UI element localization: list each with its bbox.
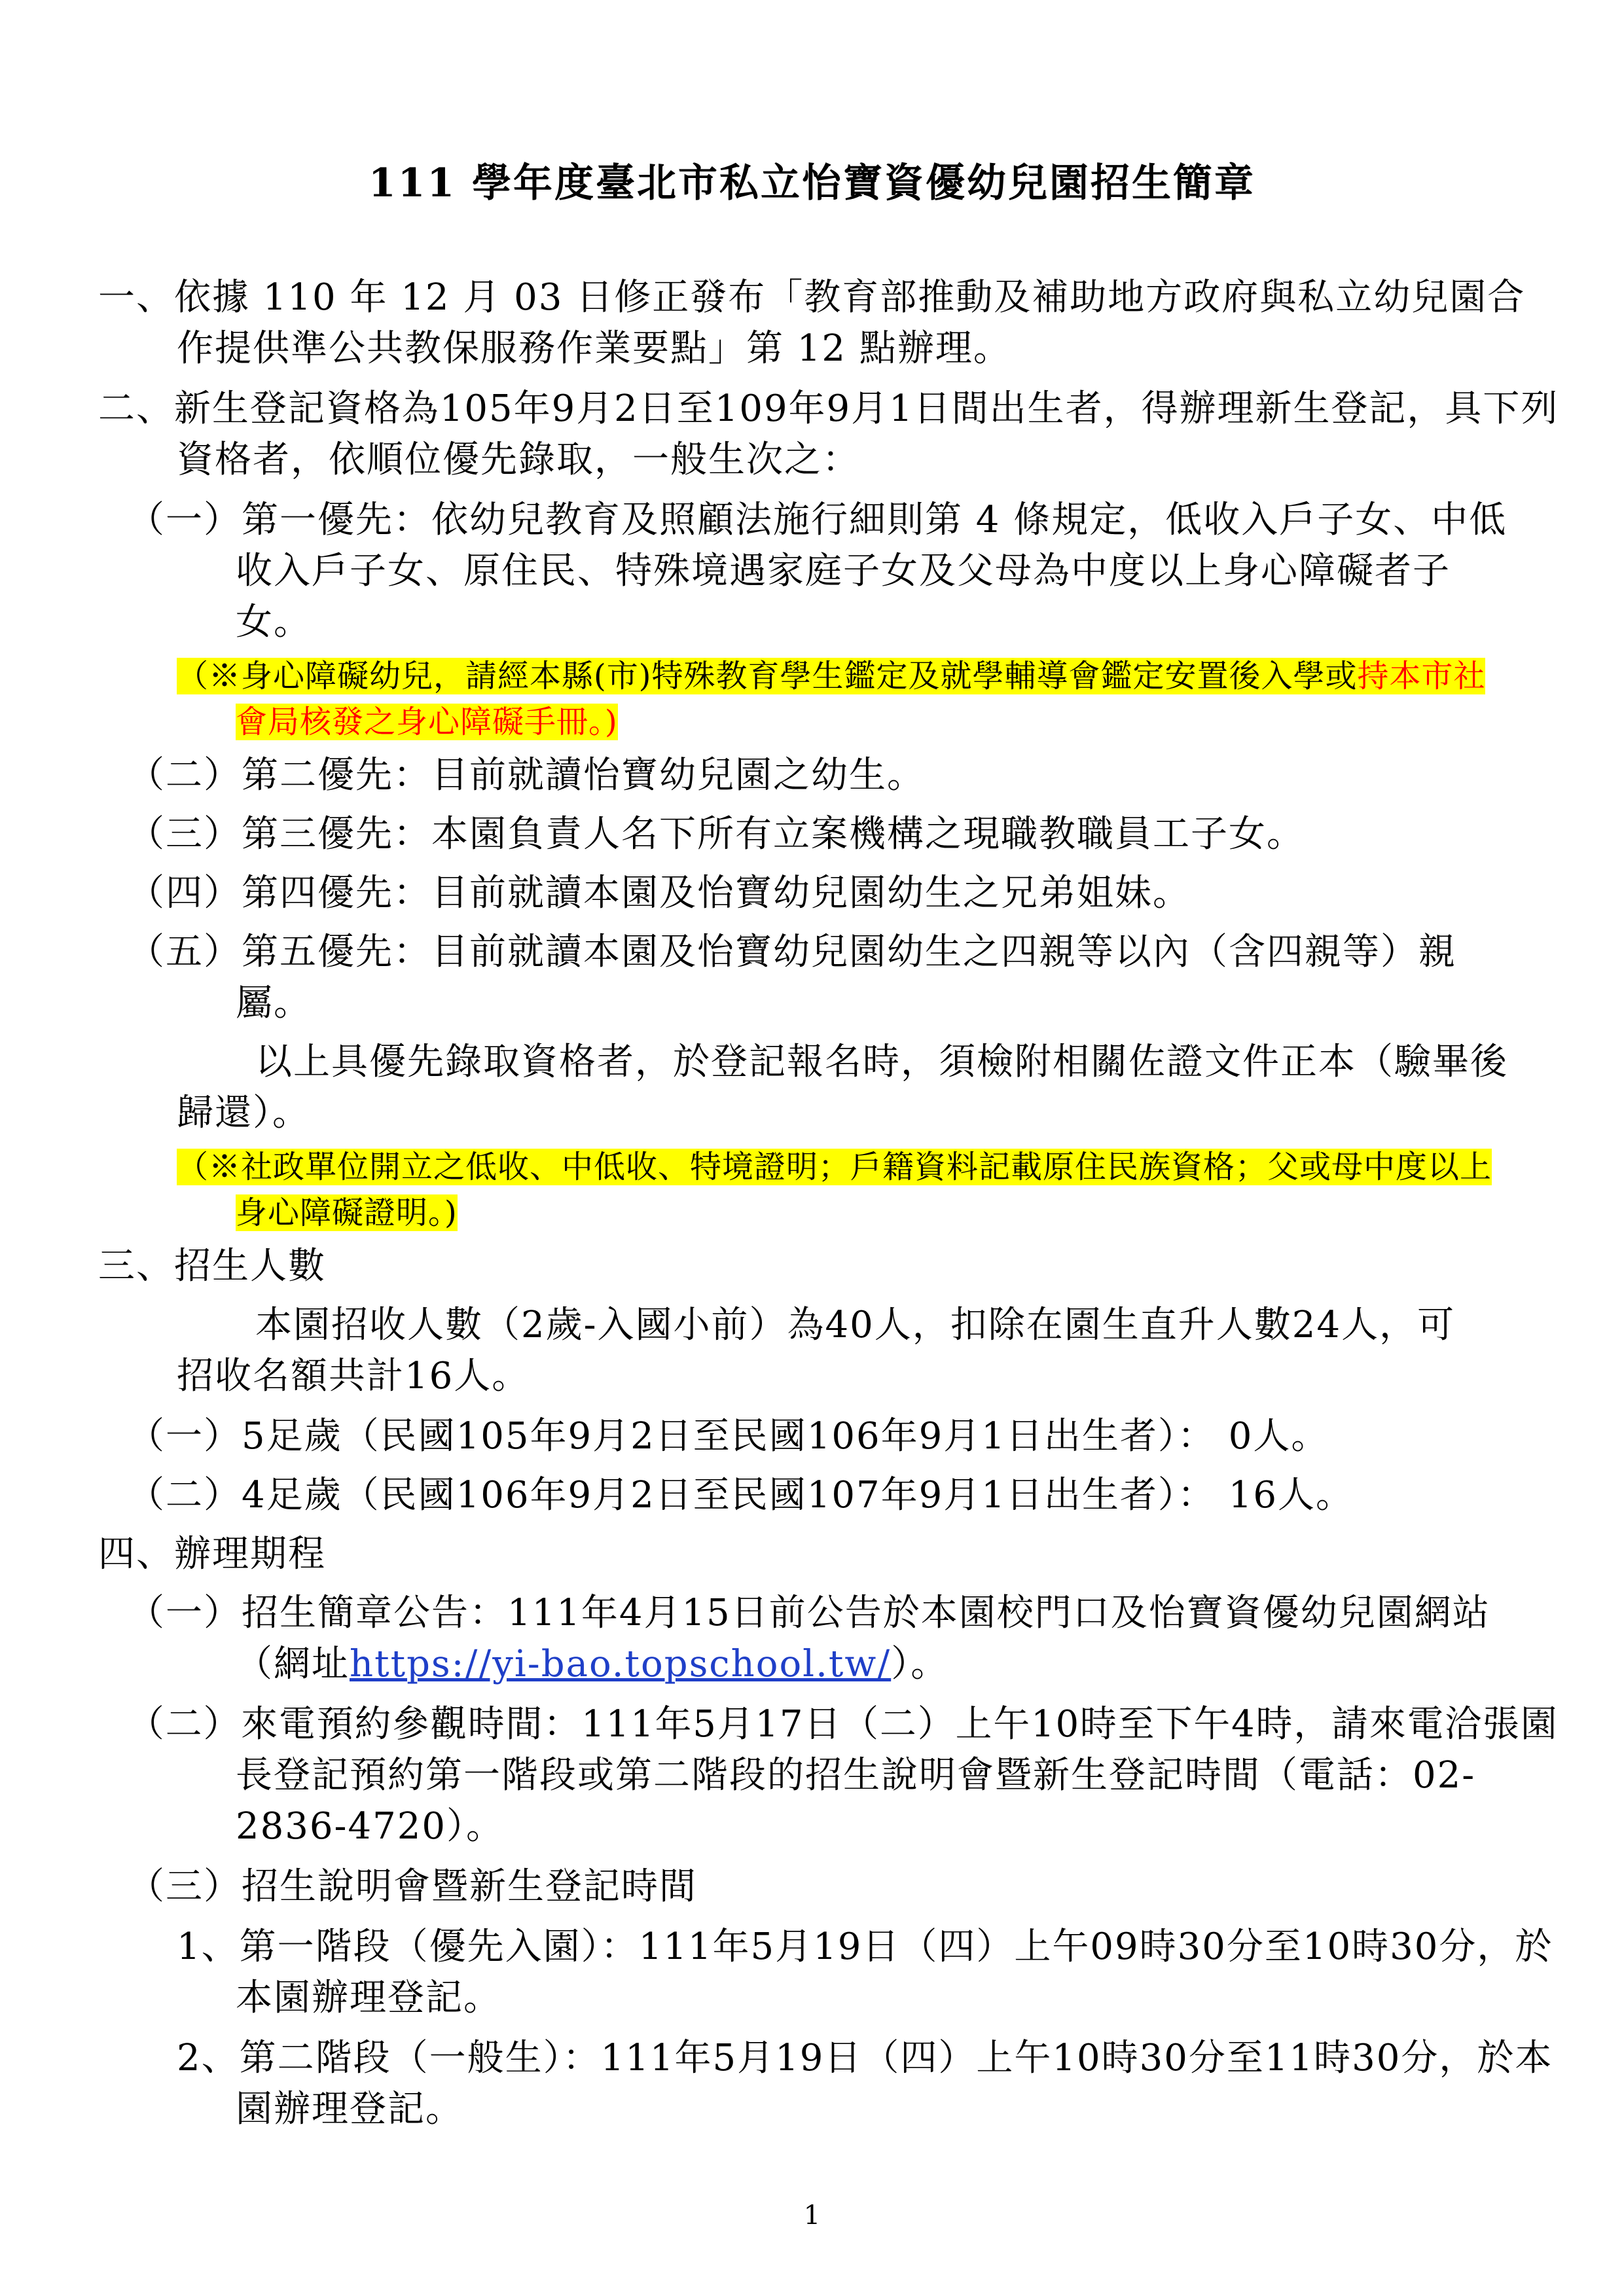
priority-1-line-2: 收入戶子女、原住民、特殊境遇家庭子女及父母為中度以上身心障礙者子 (236, 550, 1451, 592)
schedule-1-line-2 (236, 1641, 948, 1687)
priority-5-line-2: 屬。 (236, 982, 312, 1024)
stage-1-line-2: 本園辦理登記。 (236, 1977, 501, 2019)
section-4-heading: 四、辦理期程 (98, 1533, 326, 1575)
website-link[interactable]: https://yi-bao.topschool.tw/ (350, 1643, 892, 1685)
website-label: （網址 (236, 1643, 350, 1685)
stage-2-line-2: 園辦理登記。 (236, 2088, 463, 2130)
schedule-2-line-3: 2836-4720）。 (236, 1805, 504, 1848)
schedule-3: （三）招生說明會暨新生登記時間 (128, 1865, 697, 1908)
section-1-line-2: 作提供準公共教保服務作業要點」第 12 點辦理。 (177, 327, 1011, 370)
stage-2-line-1: 2、第二階段（一般生）：111年5月19日（四）上午10時30分至11時30分，於本 (177, 2037, 1553, 2079)
priority-1-line-3: 女。 (236, 601, 312, 643)
note-certificates-text: （※社政單位開立之低收、中低收、特境證明；戶籍資料記載原住民族資格；父或母中度以上 (177, 1149, 1492, 1185)
priority-5-line-1: （五）第五優先：目前就讀本園及怡寶幼兒園幼生之四親等以內（含四親等）親 (128, 931, 1456, 973)
section-3-body-line-1: 本園招收人數（2歲-入國小前）為40人，扣除在園生直升人數24人，可 (255, 1304, 1456, 1346)
note-disability-line-2 (236, 699, 618, 745)
documents-line-2: 歸還）。 (177, 1092, 310, 1134)
stage-1-line-1: 1、第一階段（優先入園）：111年5月19日（四）上午09時30分至10時30分，於 (177, 1926, 1553, 1968)
priority-4: （四）第四優先：目前就讀本園及怡寶幼兒園幼生之兄弟姐妹。 (128, 872, 1191, 914)
website-suffix: ）。 (891, 1643, 949, 1685)
priority-1-line-1: （一）第一優先：依幼兒教育及照顧法施行細則第 4 條規定，低收入戶子女、中低 (128, 499, 1507, 541)
note-certificates-line-1 (177, 1144, 1492, 1190)
priority-3: （三）第三優先：本園負責人名下所有立案機構之現職教職員工子女。 (128, 813, 1305, 855)
documents-line-1: 以上具優先錄取資格者，於登記報名時，須檢附相關佐證文件正本（驗畢後 (255, 1041, 1508, 1083)
priority-2: （二）第二優先：目前就讀怡寶幼兒園之幼生。 (128, 754, 925, 797)
section-3-body-line-2: 招收名額共計16人。 (177, 1355, 530, 1397)
schedule-2-line-2: 長登記預約第一階段或第二階段的招生說明會暨新生登記時間（電話：02- (236, 1754, 1476, 1797)
enrollment-age-4: （二）4足歲（民國106年9月2日至民國107年9月1日出生者）： 16人。 (128, 1474, 1354, 1516)
schedule-1-line-1: （一）招生簡章公告：111年4月15日前公告於本園校門口及怡寶資優幼兒園網站 (128, 1592, 1490, 1634)
note-certificates-text-2: 身心障礙證明。) (236, 1194, 458, 1231)
section-2-line-1: 二、新生登記資格為105年9月2日至109年9月1日間出生者，得辦理新生登記，具下列 (98, 387, 1559, 430)
section-1-line-1: 一、依據 110 年 12 月 03 日修正發布「教育部推動及補助地方政府與私立幼兒園合 (98, 276, 1526, 319)
section-3-heading: 三、招生人數 (98, 1245, 326, 1287)
note-disability-line-1 (177, 653, 1485, 699)
enrollment-age-5: （一）5足歲（民國105年9月2日至民國106年9月1日出生者）： 0人。 (128, 1415, 1329, 1458)
note-disability-text: （※身心障礙幼兒，請經本縣(市)特殊教育學生鑑定及就學輔導會鑑定安置後入學或 (177, 658, 1358, 694)
section-2-line-2: 資格者，依順位優先錄取，一般生次之： (177, 439, 860, 481)
note-disability-red-text: 持本市社 (1357, 658, 1486, 694)
schedule-2-line-1: （二）來電預約參觀時間：111年5月17日（二）上午10時至下午4時，請來電洽張園 (128, 1703, 1559, 1746)
note-disability-red-text-2: 會局核發之身心障礙手冊。) (236, 704, 618, 740)
page-number: 1 (803, 2200, 821, 2231)
note-certificates-line-2 (236, 1190, 458, 1236)
document-title: 111 學年度臺北市私立怡寶資優幼兒園招生簡章 (368, 160, 1256, 206)
